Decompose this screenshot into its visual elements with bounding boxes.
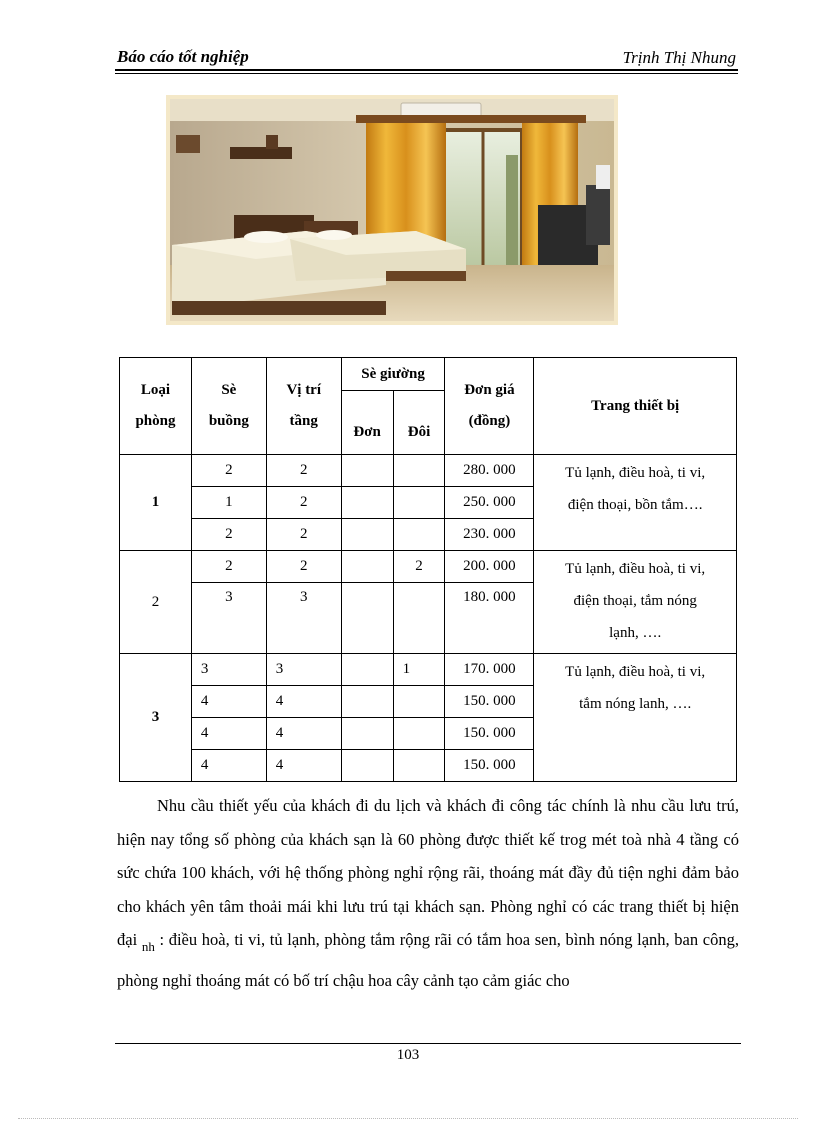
header-title: Báo cáo tốt nghiệp: [117, 47, 249, 66]
tang-cell: 2: [266, 487, 341, 519]
gia-cell: 180. 000: [445, 583, 534, 654]
header-author: Trịnh Thị Nhung: [622, 48, 736, 67]
doi-cell: [393, 519, 445, 551]
so-buong-cell: 1: [191, 487, 266, 519]
don-cell: [341, 551, 393, 583]
doi-cell: [393, 718, 445, 750]
gia-cell: 200. 000: [445, 551, 534, 583]
gia-cell: 150. 000: [445, 718, 534, 750]
so-buong-cell: 2: [191, 519, 266, 551]
don-cell: [341, 583, 393, 654]
header-don: Đơn: [341, 391, 393, 455]
so-buong-cell: 4: [191, 686, 266, 718]
header-doi: Đôi: [393, 391, 445, 455]
header-so-buong: Sè buồng: [191, 358, 266, 455]
loai-phong-cell: 3: [120, 654, 192, 782]
page-number: 103: [396, 1047, 420, 1063]
doi-cell: [393, 750, 445, 782]
don-cell: [341, 654, 393, 686]
doi-cell: [393, 487, 445, 519]
so-buong-cell: 3: [191, 583, 266, 654]
equipment-cell: Tủ lạnh, điều hoà, ti vi, điện thoại, tắm nóng lạnh, ….: [534, 551, 737, 654]
gia-cell: 250. 000: [445, 487, 534, 519]
footer-rule: [115, 1043, 741, 1044]
loai-phong-cell: 2: [120, 551, 192, 654]
header-trang-thiet-bi: Trang thiết bị: [534, 358, 737, 455]
tang-cell: 2: [266, 455, 341, 487]
doi-cell: [393, 583, 445, 654]
don-cell: [341, 455, 393, 487]
so-buong-cell: 4: [191, 750, 266, 782]
don-cell: [341, 519, 393, 551]
tang-cell: 4: [266, 718, 341, 750]
so-buong-cell: 4: [191, 718, 266, 750]
doi-cell: 2: [393, 551, 445, 583]
hotel-room-photo: [166, 95, 618, 325]
body-paragraph: Nhu cầu thiết yếu của khách đi du lịch và khách đi công tác chính là nhu cầu lưu trú, hiện nay tổng số phòng của khách sạn là 60 phòng được thiết kế trog mét toà nhà 4 tầng có sức chứa 100 khách, với hệ thống phòng nghỉ rộng rãi, thoáng mát đầy đủ tiện nghi đảm bảo cho khách yên tâm thoải mái khi lưu trú tại khách sạn. Phòng nghỉ có các trang thiết bị hiện đại $_{nh}$ : điều hoà, ti vi, tủ lạnh, phòng tắm rộng rãi có tắm hoa sen, bình nóng lạnh, ban công, phòng nghỉ thoáng mát có bố trí chậu hoa cây cảnh tạo cảm giác cho: [117, 796, 739, 990]
header-so-giuong: Sè giường: [341, 358, 445, 391]
tang-cell: 2: [266, 519, 341, 551]
tang-cell: 2: [266, 551, 341, 583]
equipment-cell: Tủ lạnh, điều hoà, ti vi, điện thoại, bồn tắm….: [534, 455, 737, 551]
gia-cell: 150. 000: [445, 686, 534, 718]
don-cell: [341, 750, 393, 782]
tang-cell: 4: [266, 686, 341, 718]
header-don-gia: Đơn giá (đồng): [445, 358, 534, 455]
tang-cell: 3: [266, 654, 341, 686]
gia-cell: 170. 000: [445, 654, 534, 686]
loai-phong-cell: 1: [120, 455, 192, 551]
doi-cell: [393, 455, 445, 487]
don-cell: [341, 487, 393, 519]
header-rule: [115, 69, 738, 71]
tang-cell: 4: [266, 750, 341, 782]
table-row: [120, 654, 737, 686]
tang-cell: 3: [266, 583, 341, 654]
header-vi-tri: Vị trí tầng: [266, 358, 341, 455]
don-cell: [341, 686, 393, 718]
room-table: [119, 357, 737, 782]
so-buong-cell: 2: [191, 455, 266, 487]
gia-cell: 150. 000: [445, 750, 534, 782]
table-row: [120, 551, 737, 583]
doi-cell: 1: [393, 654, 445, 686]
so-buong-cell: 3: [191, 654, 266, 686]
header-rule-thin: [115, 73, 738, 74]
so-buong-cell: 2: [191, 551, 266, 583]
don-cell: [341, 718, 393, 750]
table-row: [120, 455, 737, 487]
gia-cell: 280. 000: [445, 455, 534, 487]
header-loai-phong: Loại phòng: [120, 358, 192, 455]
page-border: [18, 1118, 798, 1119]
equipment-cell: Tủ lạnh, điều hoà, ti vi, tắm nóng lanh, ….: [534, 654, 737, 782]
doi-cell: [393, 686, 445, 718]
gia-cell: 230. 000: [445, 519, 534, 551]
